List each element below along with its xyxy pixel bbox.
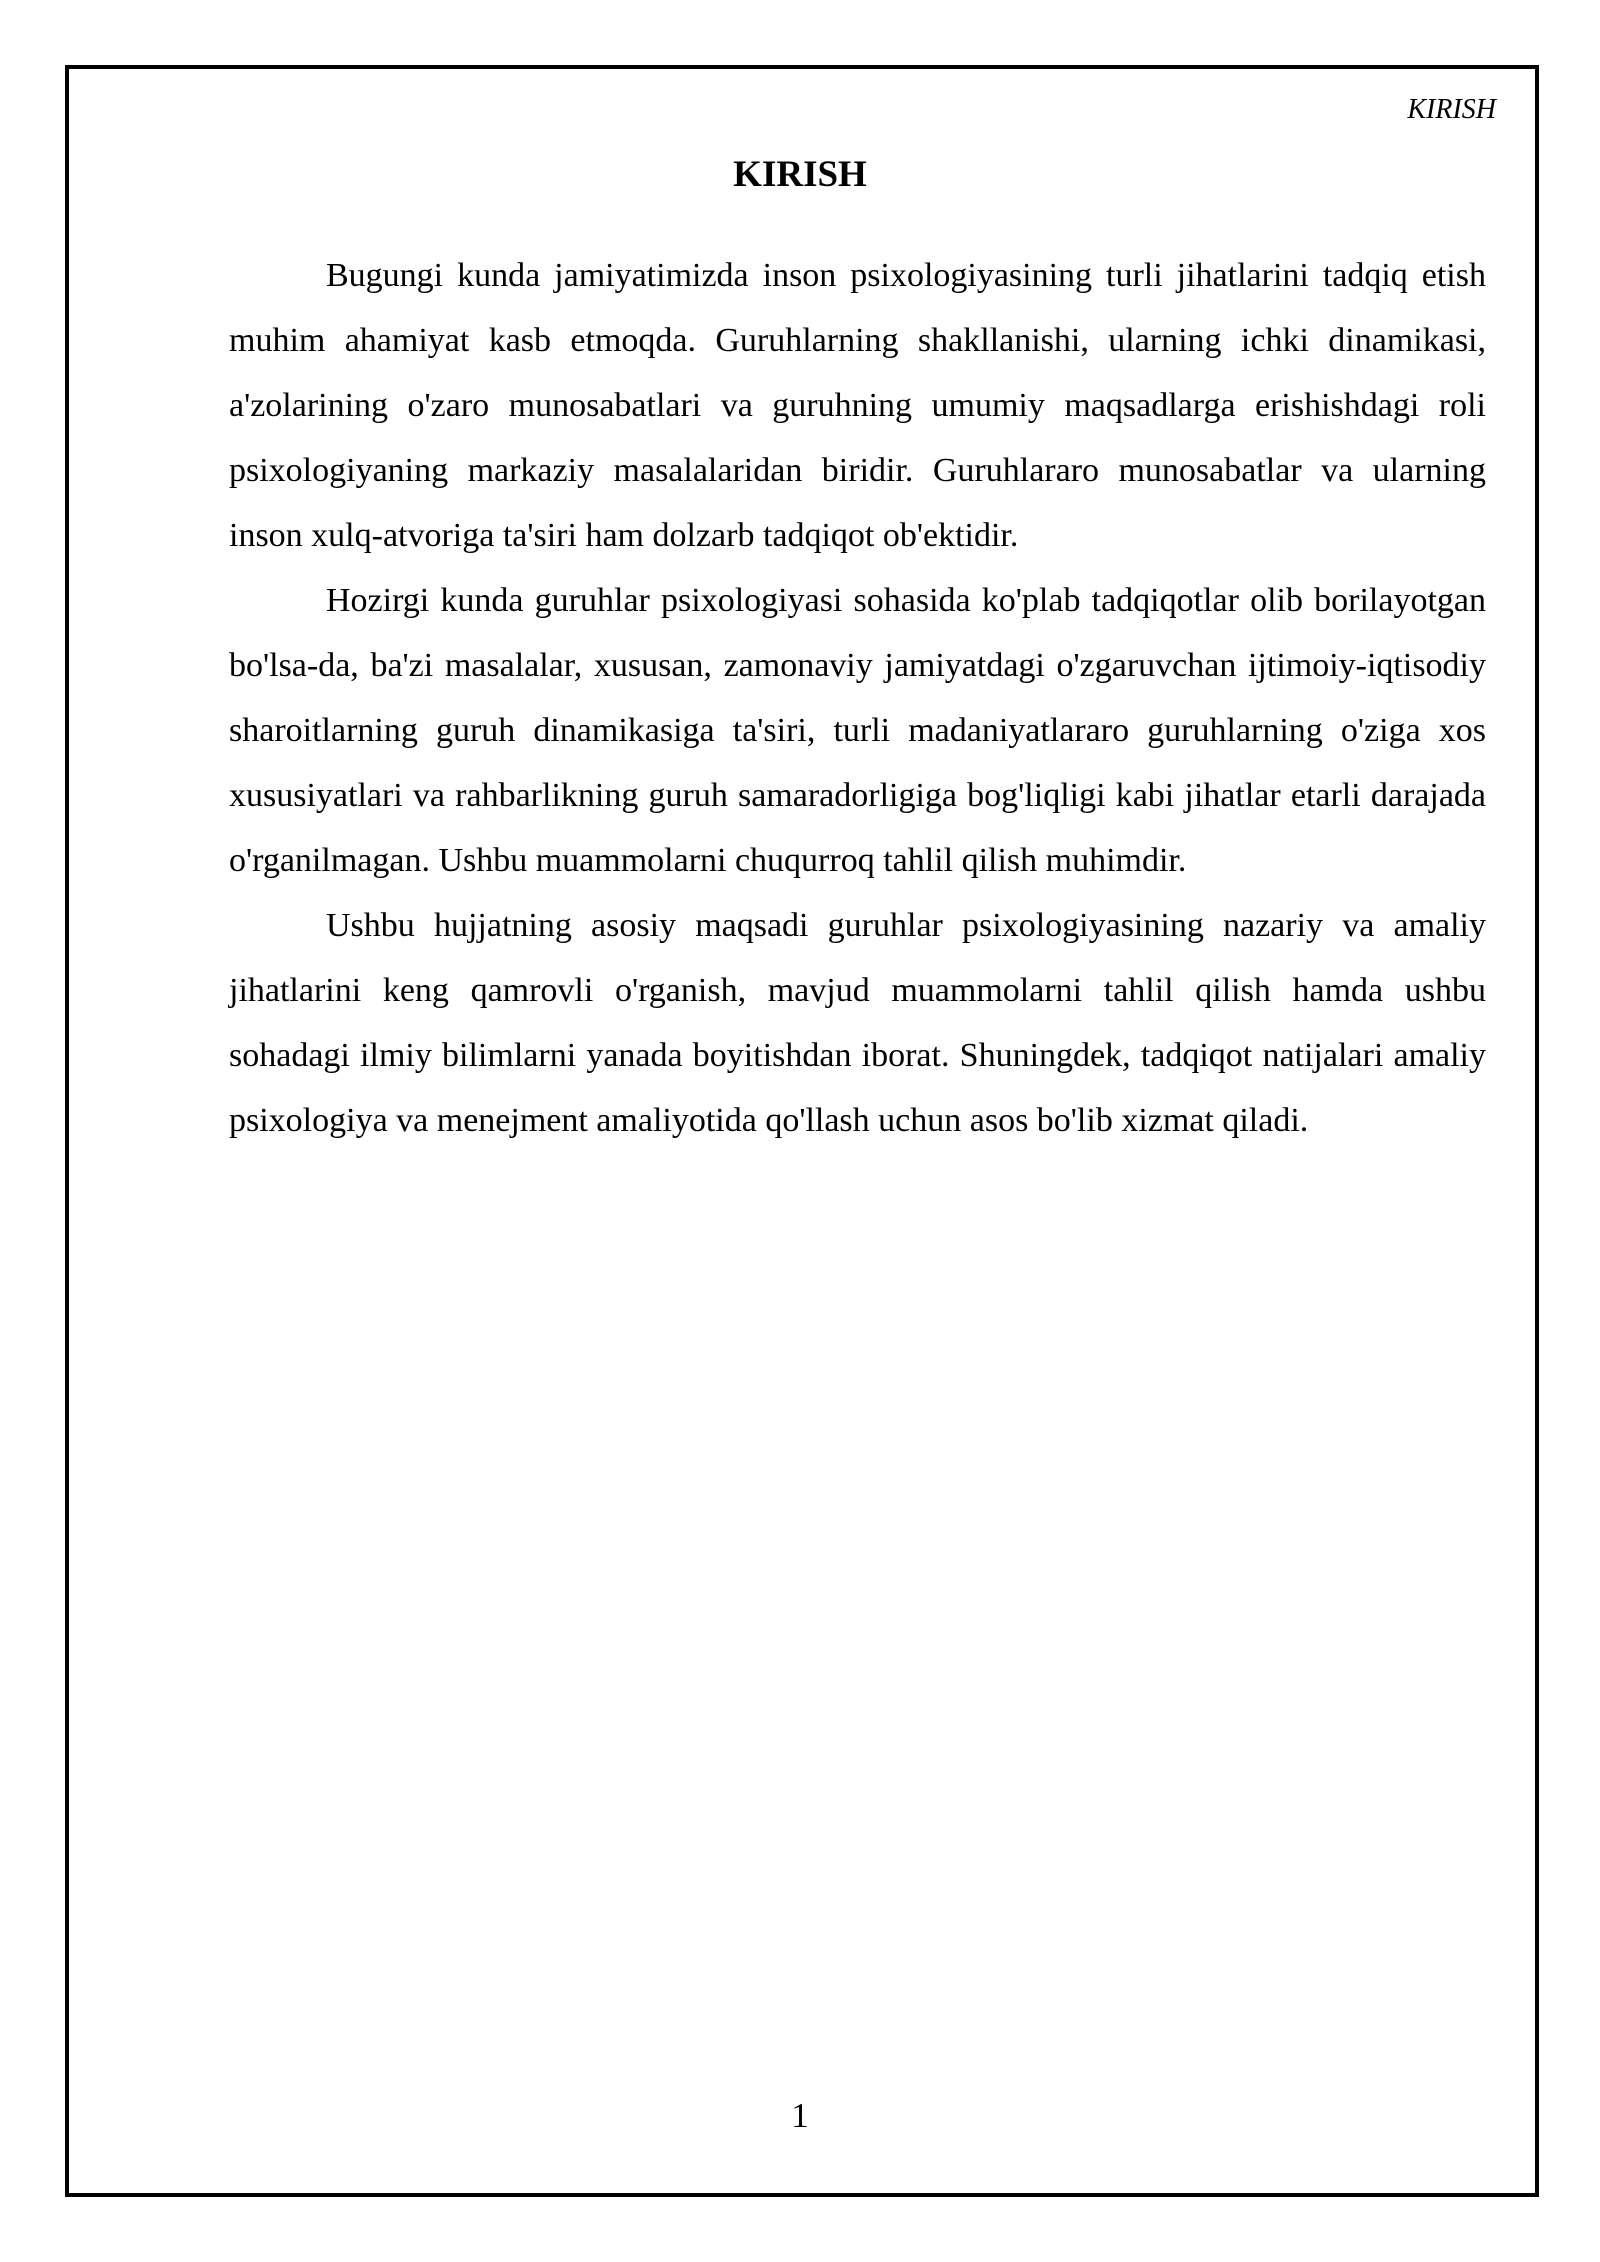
body-text (229, 243, 1486, 1153)
page-title: KIRISH (733, 154, 867, 195)
paragraph-1: Bugungi kunda jamiyatimizda inson psixologiyasining turli jihatlarini tadqiq etish muhim ahamiyat kasb etmoqda. Guruhlarning shakllanishi, ularning ichki dinamikasi, a'zolarining o'zaro munosabatlari va guruhning umumiy maqsadlarga erishishdagi roli psixologiyaning markaziy masalalaridan biridir. Guruhlararo munosabatlar va ularning inson xulq-atvoriga ta'siri ham dolzarb tadqiqot ob'ektidir. (229, 257, 1486, 554)
page-number: 1 (791, 2096, 809, 2135)
paragraph-3: Ushbu hujjatning asosiy maqsadi guruhlar psixologiyasining nazariy va amaliy jihatlarini keng qamrovli o'rganish, mavjud muammolarni tahlil qilish hamda ushbu sohadagi ilmiy bilimlarni yanada boyitishdan iborat. Shuningdek, tadqiqot natijalari amaliy psixologiya va menejment amaliyotida qo'llash uchun asos bo'lib xizmat qiladi. (229, 907, 1486, 1139)
paragraph-2: Hozirgi kunda guruhlar psixologiyasi sohasida ko'plab tadqiqotlar olib borilayotgan bo'lsa-da, ba'zi masalalar, xususan, zamonaviy jamiyatdagi o'zgaruvchan ijtimoiy-iqtisodiy sharoitlarning guruh dinamikasiga ta'siri, turli madaniyatlararo guruhlarning o'ziga xos xususiyatlari va rahbarlikning guruh samaradorligiga bog'liqligi kabi jihatlar etarli darajada o'rganilmagan. Ushbu muammolarni chuqurroq tahlil qilish muhimdir. (229, 582, 1486, 879)
running-header: KIRISH (1407, 94, 1496, 125)
